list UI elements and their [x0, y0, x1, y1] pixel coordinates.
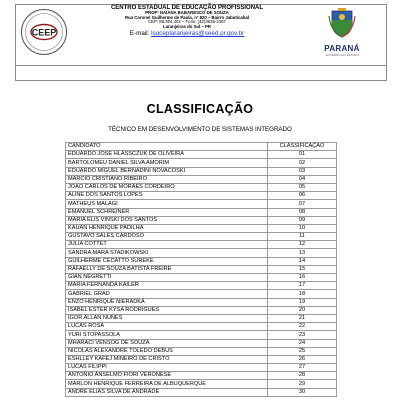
table-row: [66, 224, 337, 232]
table-row: [66, 208, 337, 216]
classification-number: 03: [268, 167, 337, 175]
candidate-name: MHARACI VENSOG DE SOUZA: [66, 339, 268, 347]
classification-number: 28: [268, 372, 337, 380]
candidate-name: ANDRE ELIAS SILVA DE ANDRADE: [66, 388, 268, 396]
candidate-name: MARIA ELIS VINSKI DOS SANTOS: [66, 216, 268, 224]
parana-logo: [312, 8, 372, 58]
candidate-name: ALINE DOS SANTOS LOPES: [66, 192, 268, 200]
table-row: [66, 347, 337, 355]
email-link[interactable]: lsoceplaranjeiras@seed.pr.gov.br: [151, 30, 245, 38]
classification-number: 18: [268, 290, 337, 298]
classification-number: 25: [268, 347, 337, 355]
candidate-name: KAUAN HENRIQUE PADILHA: [66, 224, 268, 232]
candidate-name: LUCAS ROSA: [66, 323, 268, 331]
table-row: [66, 200, 337, 208]
table-row: [66, 167, 337, 175]
candidate-name: NICOLAS ALEXANDRE TOLEDO DEBUS: [66, 347, 268, 355]
classification-number: 16: [268, 274, 337, 282]
candidate-name: ANTONIO ANSELMO FIORI VERONESE: [66, 372, 268, 380]
table-row: [66, 380, 337, 388]
table-row: [66, 282, 337, 290]
classification-number: 08: [268, 208, 337, 216]
parana-coat-of-arms-icon: [328, 8, 356, 38]
classification-number: 11: [268, 233, 337, 241]
classification-number: 22: [268, 323, 337, 331]
classification-number: 06: [268, 192, 337, 200]
table-row: [66, 216, 337, 224]
classification-number: 05: [268, 183, 337, 191]
school-name: CENTRO ESTADUAL DE EDUCAÇÃO PROFISSIONAL: [110, 5, 264, 11]
classification-number: 27: [268, 364, 337, 372]
candidate-name: BARTOLOMEU DANIEL SILVA AMORIM: [66, 159, 268, 167]
candidate-name: RAFAELLY DE SOUZA BATISTA FREIRE: [66, 265, 268, 273]
table-row: [66, 183, 337, 191]
classification-number: 30: [268, 388, 337, 396]
candidate-column-header: CANDIDATO: [66, 143, 268, 151]
table-row: [66, 323, 337, 331]
classification-column-header: CLASSIFICAÇÃO: [268, 143, 337, 151]
classification-number: 29: [268, 380, 337, 388]
candidate-name: SANDRA MARA STADIKOWSKI: [66, 249, 268, 257]
candidate-name: MARCIO CRISTIANO RIBEIRO: [66, 175, 268, 183]
candidate-name: EDUARDO MIGUEL BERNADINI NOVACOSKI: [66, 167, 268, 175]
table-row: [66, 233, 337, 241]
school-city: Laranjeiras do Sul – PR: [163, 23, 211, 29]
classification-number: 20: [268, 306, 337, 314]
candidate-name: ESHLLEY KAFEJ MINEIRO DE CRISTO: [66, 355, 268, 363]
letterhead-text: [72, 5, 302, 38]
classification-number: 12: [268, 241, 337, 249]
candidate-name: ISABEL ESTER KYSA RODRIGUES: [66, 306, 268, 314]
candidate-name: JOÃO CARLOS DE MORAES CORDEIRO: [66, 183, 268, 191]
classification-number: 07: [268, 200, 337, 208]
classification-number: 14: [268, 257, 337, 265]
table-row: [66, 339, 337, 347]
table-row: [66, 298, 337, 306]
school-cep-phone: CEP: 85.304.404 – Fone: (42)3635-2397: [148, 19, 226, 25]
candidate-name: MARIA FERNANDA KAILER: [66, 282, 268, 290]
candidate-name: MARLON HENRIQUE FERREIRA DE ALBUQUERQUE: [66, 380, 268, 388]
candidate-name: IGOR ALLAN NUNES: [66, 314, 268, 322]
email-line: [72, 31, 302, 38]
classification-number: 17: [268, 282, 337, 290]
table-row: [66, 192, 337, 200]
table-row: [66, 175, 337, 183]
table-row: [66, 331, 337, 339]
parana-subtitle: GOVERNO DO ESTADO: [325, 53, 359, 57]
ceep-logo-text: CEEP: [31, 27, 57, 38]
candidate-name: EMANUEL SCHREINER: [66, 208, 268, 216]
classification-number: 10: [268, 224, 337, 232]
candidate-name: GUSTAVO SALES CARDOSO: [66, 233, 268, 241]
candidate-name: EDUARDO JOSÉ HLASSCZUK DE OLIVEIRA: [66, 151, 268, 159]
table-row: [66, 159, 337, 167]
table-row: [66, 265, 337, 273]
ceep-logo-icon: [20, 8, 68, 56]
table-row: [66, 241, 337, 249]
candidate-name: GIAN NEGRETTI: [66, 274, 268, 282]
table-row: [66, 274, 337, 282]
table-row: [66, 364, 337, 372]
classification-number: 15: [268, 265, 337, 273]
page-title: CLASSIFICAÇÃO: [146, 102, 254, 116]
classification-number: 21: [268, 314, 337, 322]
table-row: [66, 314, 337, 322]
table-row: [66, 355, 337, 363]
classification-number: 26: [268, 355, 337, 363]
school-patron: PROFª NAIANA BABARESCO DE SOUZA: [145, 10, 229, 16]
table-row: [66, 306, 337, 314]
table-row: [66, 151, 337, 159]
candidate-name: YURI STOPASSOLA: [66, 331, 268, 339]
classification-table: [65, 142, 337, 397]
letterhead-bottom-box: [15, 64, 387, 81]
classification-number: 19: [268, 298, 337, 306]
table-row: [66, 290, 337, 298]
table-row: [66, 372, 337, 380]
candidate-name: JULIA COTTET: [66, 241, 268, 249]
classification-number: 09: [268, 216, 337, 224]
classification-number: 23: [268, 331, 337, 339]
candidate-name: LUCAS FILIPPI: [66, 364, 268, 372]
table-row: [66, 249, 337, 257]
parana-name: PARANÁ: [324, 44, 360, 53]
school-address: Rua Coronel Guilherme de Paula, nº 820 – Bairro Jabuticabal: [124, 14, 250, 20]
table-row: [66, 257, 337, 265]
classification-number: 24: [268, 339, 337, 347]
candidate-name: GUILHERME CECATTO SUREKE: [66, 257, 268, 265]
candidate-name: ENZO HENRIQUE NIERADKA: [66, 298, 268, 306]
classification-number: 02: [268, 159, 337, 167]
candidate-name: GABRIEL GRAD: [66, 290, 268, 298]
classification-number: 13: [268, 249, 337, 257]
table-row: [66, 388, 337, 396]
classification-number: 01: [268, 151, 337, 159]
candidate-name: MATHEUS MALAGI: [66, 200, 268, 208]
table-header-row: [66, 143, 337, 151]
classification-number: 04: [268, 175, 337, 183]
email-label: E-mail:: [129, 30, 150, 38]
course-name: TÉCNICO EM DESENVOLVIMENTO DE SISTEMAS INTEGRADO: [108, 126, 292, 133]
